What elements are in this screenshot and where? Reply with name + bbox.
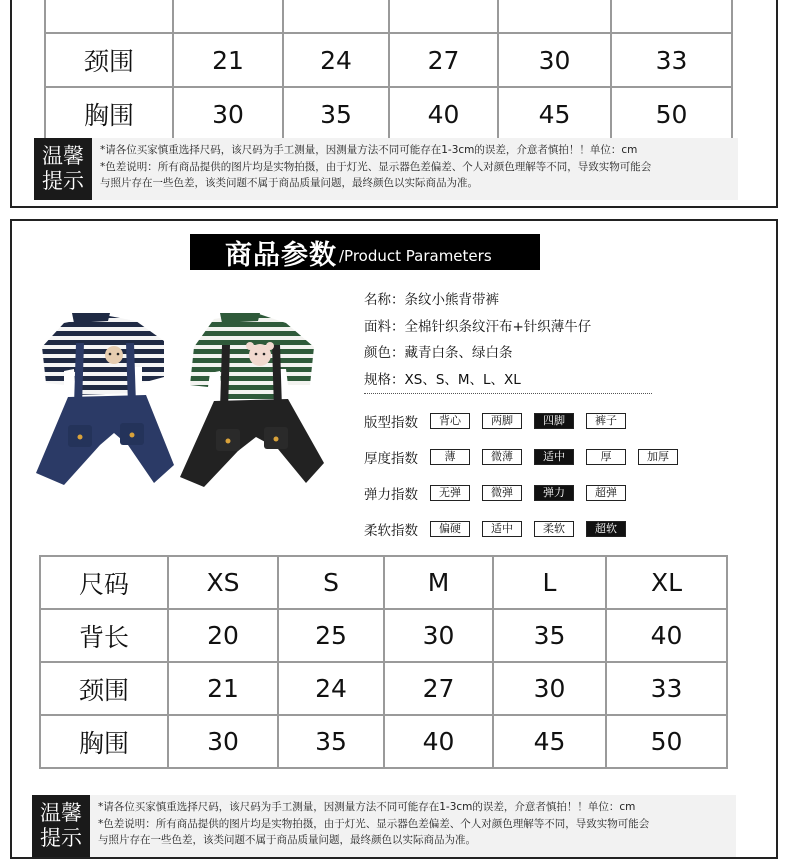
tip-text — [92, 138, 738, 200]
tip-badge-line2: 提示 — [40, 826, 82, 850]
param-fabric: 面料：全棉针织条纹汗布+针织薄牛仔 — [364, 318, 592, 335]
index-chip: 适中 — [482, 521, 522, 537]
param-color: 颜色：藏青白条、绿白条 — [364, 345, 513, 361]
green-overalls — [180, 313, 324, 487]
tip-line-3: 与照片存在一些色差，该类问题不属于商品质量问题，最终颜色以实际商品为准。 — [100, 177, 478, 189]
table-cell: 33 — [611, 33, 732, 87]
table-cell: 30 — [168, 715, 278, 768]
row-label: 背长 — [40, 609, 168, 662]
tip-badge — [34, 138, 92, 200]
tip-badge — [32, 795, 90, 857]
index-chip: 偏硬 — [430, 521, 470, 537]
param-sizes: 规格：XS、S、M、L、XL — [364, 371, 521, 388]
tip-badge-line2: 提示 — [42, 169, 84, 193]
divider — [364, 393, 652, 394]
table-cell: 45 — [493, 715, 606, 768]
row-label: 胸围 — [40, 715, 168, 768]
index-chip: 厚 — [586, 449, 626, 465]
table-cell: 45 — [498, 87, 611, 141]
index-chip: 无弹 — [430, 485, 470, 501]
table-header-row — [40, 556, 727, 609]
table-cell: 21 — [168, 662, 278, 715]
index-chip: 裤子 — [586, 413, 626, 429]
size-table — [39, 555, 728, 769]
section-subtitle: /Product Parameters — [339, 247, 492, 265]
header-cell: XS — [168, 556, 278, 609]
table-row-cropped — [45, 0, 732, 33]
table-cell: 20 — [168, 609, 278, 662]
tip-notice — [32, 795, 736, 857]
product-photo — [24, 313, 334, 503]
tip-line-1: *请各位买家慎重选择尺码，该尺码为手工测量，因测量方法不同可能存在1-3cm的误差，介意者慎拍！！单位：cm — [98, 801, 636, 813]
index-row-elasticity — [364, 483, 638, 503]
table-cell: 50 — [606, 715, 727, 768]
tip-badge-line1: 温馨 — [42, 144, 84, 168]
header-cell: S — [278, 556, 384, 609]
index-chip: 背心 — [430, 413, 470, 429]
table-cell — [389, 0, 498, 33]
table-cell: 35 — [278, 715, 384, 768]
header-cell: 尺码 — [40, 556, 168, 609]
index-row-fit — [364, 411, 638, 431]
size-chart-panel-top — [10, 0, 778, 208]
product-params — [364, 287, 591, 393]
table-cell: 30 — [498, 33, 611, 87]
table-cell — [283, 0, 389, 33]
table-cell: 24 — [283, 33, 389, 87]
index-label: 厚度指数 — [364, 451, 418, 467]
tip-badge-line1: 温馨 — [40, 801, 82, 825]
index-chip: 柔软 — [534, 521, 574, 537]
table-cell: 25 — [278, 609, 384, 662]
navy-overalls — [36, 313, 174, 485]
index-chip-selected: 四脚 — [534, 413, 574, 429]
table-cell: 33 — [606, 662, 727, 715]
index-chip: 微薄 — [482, 449, 522, 465]
row-label: 颈围 — [40, 662, 168, 715]
table-row — [45, 87, 732, 141]
index-chip: 薄 — [430, 449, 470, 465]
tip-line-2: *色差说明：所有商品提供的图片均是实物拍摄，由于灯光、显示器色差偏差、个人对颜色理解等不同，导致实物可能会 — [100, 160, 652, 173]
table-cell: 30 — [173, 87, 283, 141]
table-cell — [611, 0, 732, 33]
index-row-softness — [364, 519, 638, 539]
header-cell: L — [493, 556, 606, 609]
table-cell: 27 — [389, 33, 498, 87]
product-parameters-panel — [10, 219, 778, 859]
table-cell: 30 — [493, 662, 606, 715]
table-cell: 35 — [493, 609, 606, 662]
tip-notice-top — [34, 138, 738, 200]
index-row-thickness — [364, 447, 690, 467]
table-cell: 40 — [389, 87, 498, 141]
table-cell: 27 — [384, 662, 493, 715]
table-cell: 50 — [611, 87, 732, 141]
index-label: 版型指数 — [364, 415, 418, 431]
table-cell — [173, 0, 283, 33]
table-cell: 30 — [384, 609, 493, 662]
table-cell — [498, 0, 611, 33]
section-title: 商品参数 — [225, 239, 337, 271]
row-label: 颈围 — [45, 33, 173, 87]
index-chip: 两脚 — [482, 413, 522, 429]
size-table-top — [44, 0, 733, 142]
table-row — [45, 33, 732, 87]
index-label: 弹力指数 — [364, 487, 418, 503]
header-cell: M — [384, 556, 493, 609]
tip-line-2: *色差说明：所有商品提供的图片均是实物拍摄，由于灯光、显示器色差偏差、个人对颜色理解等不同，导致实物可能会 — [98, 817, 650, 830]
table-row — [40, 662, 727, 715]
index-chip: 加厚 — [638, 449, 678, 465]
section-title-banner — [190, 234, 540, 270]
table-cell: 40 — [384, 715, 493, 768]
table-row — [40, 609, 727, 662]
tip-text — [90, 795, 736, 857]
tip-line-1: *请各位买家慎重选择尺码，该尺码为手工测量，因测量方法不同可能存在1-3cm的误差，介意者慎拍！！单位：cm — [100, 144, 638, 156]
table-cell: 35 — [283, 87, 389, 141]
param-name: 名称：条纹小熊背带裤 — [364, 292, 499, 308]
table-cell: 21 — [173, 33, 283, 87]
header-cell: XL — [606, 556, 727, 609]
table-cell: 24 — [278, 662, 384, 715]
row-label: 胸围 — [45, 87, 173, 141]
tip-line-3: 与照片存在一些色差，该类问题不属于商品质量问题，最终颜色以实际商品为准。 — [98, 834, 476, 846]
table-row — [40, 715, 727, 768]
index-chip: 超弹 — [586, 485, 626, 501]
index-chip-selected: 弹力 — [534, 485, 574, 501]
index-chip: 微弹 — [482, 485, 522, 501]
index-label: 柔软指数 — [364, 523, 418, 539]
table-cell: 40 — [606, 609, 727, 662]
index-chip-selected: 适中 — [534, 449, 574, 465]
index-chip-selected: 超软 — [586, 521, 626, 537]
table-cell — [45, 0, 173, 33]
